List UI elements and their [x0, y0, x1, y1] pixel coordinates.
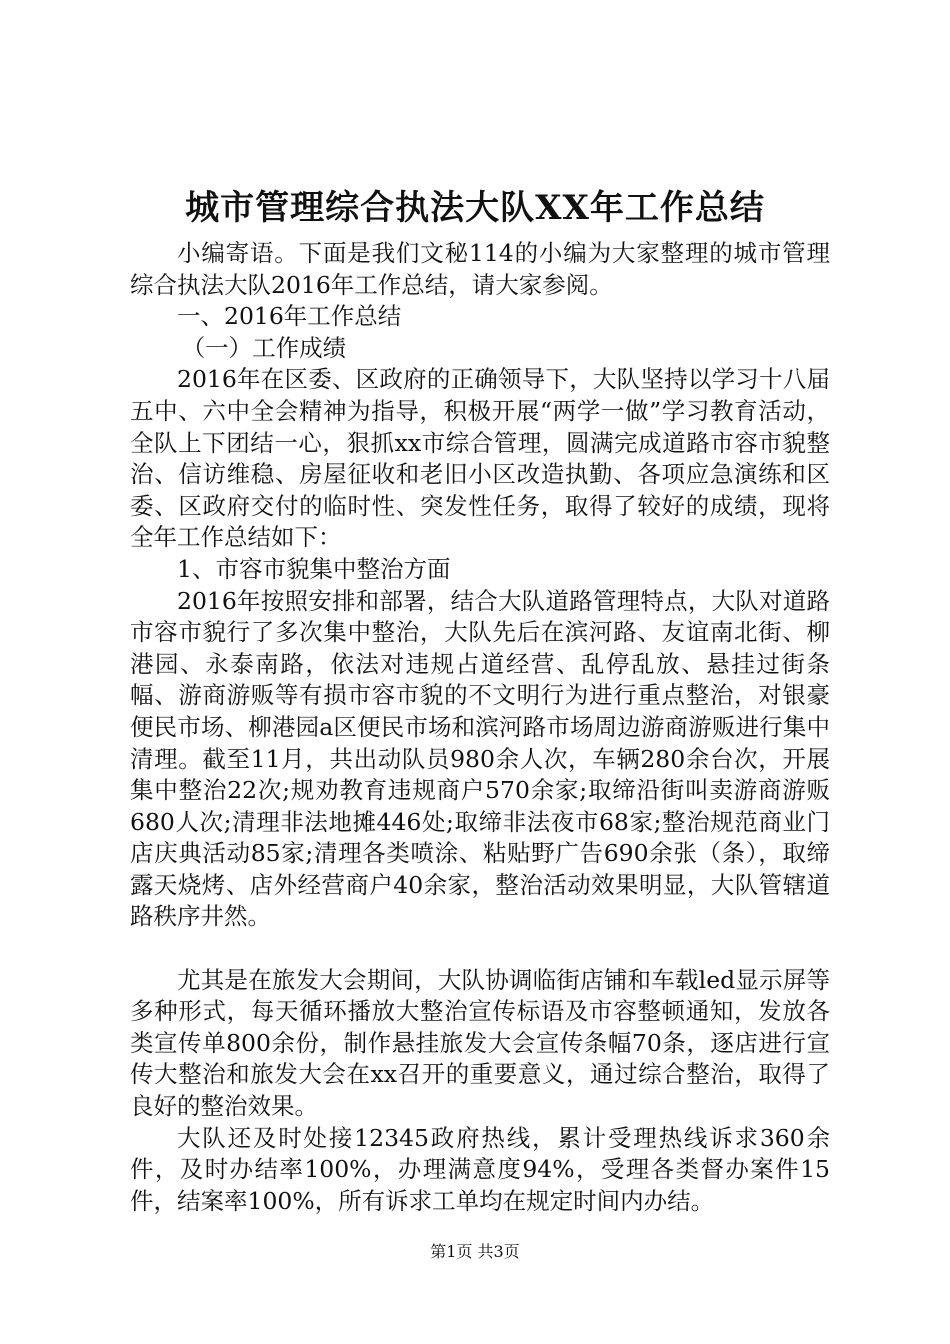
document-body [130, 238, 830, 1217]
section-heading: 一、2016年工作总结 [177, 302, 402, 331]
body-paragraph: 2016年在区委、区政府的正确领导下，大队坚持以学习十八届五中、六中全会精神为指导，积极开展“两学一做”学习教育活动，全队上下团结一心，狠抓xx市综合管理，圆满完成道路市容市貌整治、信访维稳、房屋征收和老旧小区改造执勤、各项应急演练和区委、区政府交付的临时性、突发性任务，取得了较好的成绩，现将全年工作总结如下： [130, 365, 830, 552]
body-paragraph: 2016年按照安排和部署，结合大队道路管理特点，大队对道路市容市貌行了多次集中整治，大队先后在滨河路、友谊南北街、柳港园、永泰南路，依法对违规占道经营、乱停乱放、悬挂过街条幅、游商游贩等有损市容市貌的不文明行为进行重点整治，对银豪便民市场、柳港园a区便民市场和滨河路市场周边游商游贩进行集中清理。截至11月，共出动队员980余人次，车辆280余台次，开展集中整治22次;规劝教育违规商户570余家;取缔沿街叫卖游商游贩680人次;清理非法地摊446处;取缔非法夜市68家;整治规范商业门店庆典活动85家;清理各类喷涂、粘贴野广告690余张（条），取缔露天烧烤、店外经营商户40余家，整治活动效果明显，大队管辖道路秩序井然。 [130, 586, 830, 931]
body-paragraph: 尤其是在旅发大会期间，大队协调临街店铺和车载led显示屏等多种形式，每天循环播放大整治宣传标语及市容整顿通知，发放各类宣传单800余份，制作悬挂旅发大会宣传条幅70条，逐店进行宣传大整治和旅发大会在xx召开的重要意义，通过综合整治，取得了良好的整治效果。 [130, 965, 830, 1121]
page-footer: 第1页 共3页 [430, 1242, 520, 1261]
paragraph-gap [130, 933, 830, 965]
item-heading: 1、市容市貌集中整治方面 [177, 554, 451, 583]
document-title: 城市管理综合执法大队XX年工作总结 [185, 188, 765, 228]
subsection-heading: （一）工作成绩 [181, 333, 347, 362]
body-paragraph: 大队还及时处接12345政府热线，累计受理热线诉求360余件，及时办结率100%，办理满意度94%，受理各类督办案件15件，结案率100%，所有诉求工单均在规定时间内办结。 [130, 1123, 830, 1215]
intro-paragraph: 小编寄语。下面是我们文秘114的小编为大家整理的城市管理综合执法大队2016年工作总结，请大家参阅。 [130, 239, 830, 299]
